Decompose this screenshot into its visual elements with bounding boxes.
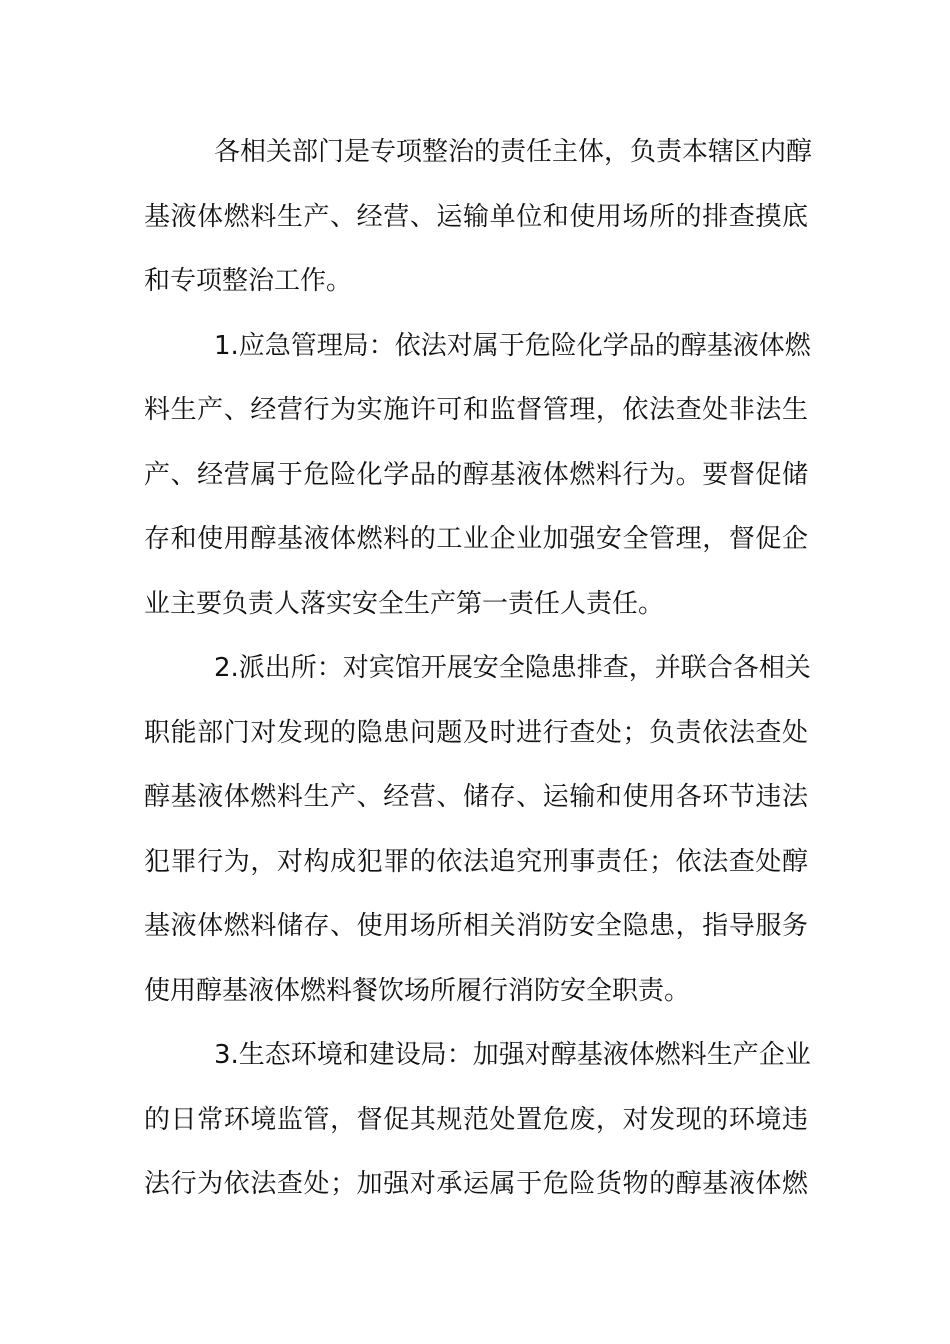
text-line: 使用醇基液体燃料餐饮场所履行消防安全职责。 [144, 975, 691, 1006]
text-line: 业主要负责人落实安全生产第一责任人责任。 [144, 588, 665, 619]
text-line: 2.派出所：对宾馆开展安全隐患排查，并联合各相关 [214, 653, 811, 683]
document-body [144, 120, 813, 1217]
paragraph-ecology-bureau [144, 1023, 811, 1217]
text-line: 基液体燃料生产、经营、运输单位和使用场所的排查摸底 [144, 201, 808, 232]
text-line: 的日常环境监管，督促其规范处置危废，对发现的环境违 [144, 1104, 808, 1135]
paragraph-emergency-bureau [144, 314, 811, 637]
text-line: 存和使用醇基液体燃料的工业企业加强安全管理，督促企 [144, 524, 808, 554]
paragraph-responsibility [144, 120, 813, 314]
text-line: 犯罪行为，对构成犯罪的依法追究刑事责任；依法查处醇 [144, 846, 808, 877]
text-line: 法行为依法查处；加强对承运属于危险货物的醇基液体燃 [144, 1169, 808, 1199]
text-line: 职能部门对发现的隐患问题及时进行查处；负责依法查处 [144, 717, 808, 748]
text-line: 1.应急管理局：依法对属于危险化学品的醇基液体燃 [214, 330, 811, 361]
text-line: 基液体燃料储存、使用场所相关消防安全隐患，指导服务 [144, 911, 808, 941]
text-line: 和专项整治工作。 [144, 266, 353, 296]
text-line: 醇基液体燃料生产、经营、储存、运输和使用各环节违法 [144, 782, 808, 812]
text-line: 料生产、经营行为实施许可和监督管理，依法查处非法生 [144, 395, 808, 425]
paragraph-police-station [144, 636, 811, 1023]
text-line: 产、经营属于危险化学品的醇基液体燃料行为。要督促储 [144, 459, 808, 490]
text-line: 3.生态环境和建设局：加强对醇基液体燃料生产企业 [214, 1040, 811, 1070]
text-line: 各相关部门是专项整治的责任主体，负责本辖区内醇 [214, 137, 813, 167]
